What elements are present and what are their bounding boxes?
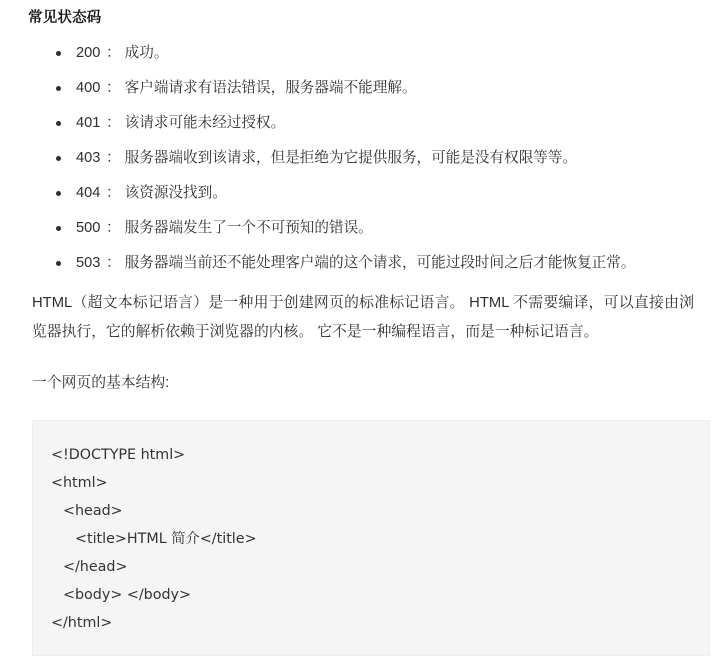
status-code-description: 服务器端当前还不能处理客户端的这个请求，可能过段时间之后才能恢复正常。 [124,255,636,271]
list-item [56,113,724,133]
code-line: </head> [63,559,128,575]
code-block [32,420,710,656]
status-code-separator: ： [106,185,121,201]
status-code-number: 503 [76,255,101,271]
status-code-number: 200 [76,45,101,61]
status-code-separator: ： [106,80,121,96]
status-code-separator: ： [106,150,121,166]
status-code-description: 服务器端发生了一个不可预知的错误。 [124,220,373,236]
status-code-description: 该请求可能未经过授权。 [124,115,286,131]
status-code-description: 成功。 [124,45,169,61]
page-title: 常见状态码 [28,10,102,26]
list-item [56,78,724,98]
structure-intro-paragraph: 一个网页的基本结构: [32,375,170,391]
code-line: <title>HTML 简介</title> [75,531,257,547]
list-item [56,218,724,238]
status-code-separator: ： [106,115,121,131]
list-item [56,43,724,63]
code-line: <!DOCTYPE html> [51,447,186,463]
status-code-number: 403 [76,150,101,166]
status-code-list [0,43,724,273]
status-code-number: 401 [76,115,101,131]
list-item [56,183,724,203]
code-line: <html> [51,475,108,491]
list-item [56,148,724,168]
code-line: <head> [63,503,123,519]
status-code-number: 500 [76,220,101,236]
code-line: </html> [51,615,113,631]
status-code-description: 服务器端收到该请求，但是拒绝为它提供服务，可能是没有权限等等。 [124,150,578,166]
list-item [56,253,724,273]
status-code-separator: ： [106,220,121,236]
document-page [0,6,724,631]
status-code-number: 404 [76,185,101,201]
status-code-separator: ： [106,45,121,61]
code-line: <body> </body> [63,587,191,603]
status-code-separator: ： [106,255,121,271]
status-code-number: 400 [76,80,101,96]
status-code-description: 该资源没找到。 [124,185,227,201]
html-intro-paragraph: HTML（超文本标记语言）是一种用于创建网页的标准标记语言。 HTML 不需要编译，可以直接由浏览器执行，它的解析依赖于浏览器的内核。 它不是一种编程语言，而是一种标记语言。 [32,295,694,340]
status-code-description: 客户端请求有语法错误，服务器端不能理解。 [124,80,417,96]
